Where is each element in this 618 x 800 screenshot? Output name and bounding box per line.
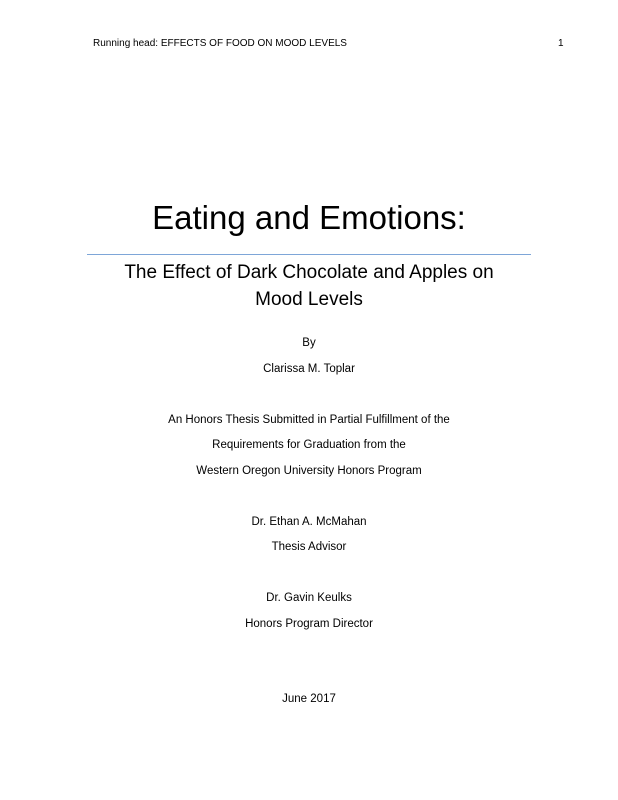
submission-line-1: An Honors Thesis Submitted in Partial Fulfillment of the: [168, 414, 450, 426]
advisor-name: Dr. Ethan A. McMahan: [251, 516, 367, 528]
running-head: Running head: EFFECTS OF FOOD ON MOOD LEVELS: [93, 38, 347, 49]
director-name: Dr. Gavin Keulks: [266, 592, 352, 604]
thesis-title: Eating and Emotions:: [152, 199, 466, 236]
submission-line-3: Western Oregon University Honors Program: [196, 465, 422, 477]
author-name: Clarissa M. Toplar: [263, 363, 355, 375]
subtitle-line-2: Mood Levels: [255, 289, 363, 310]
page-number: 1: [558, 38, 564, 49]
submission-line-2: Requirements for Graduation from the: [212, 439, 406, 451]
subtitle-line-1: The Effect of Dark Chocolate and Apples on: [124, 262, 494, 283]
thesis-subtitle: [0, 259, 618, 313]
director-role: Honors Program Director: [245, 618, 373, 630]
submission-date: June 2017: [282, 693, 336, 705]
by-label: By: [302, 337, 316, 349]
advisor-role: Thesis Advisor: [271, 541, 347, 553]
title-divider: [87, 254, 531, 255]
